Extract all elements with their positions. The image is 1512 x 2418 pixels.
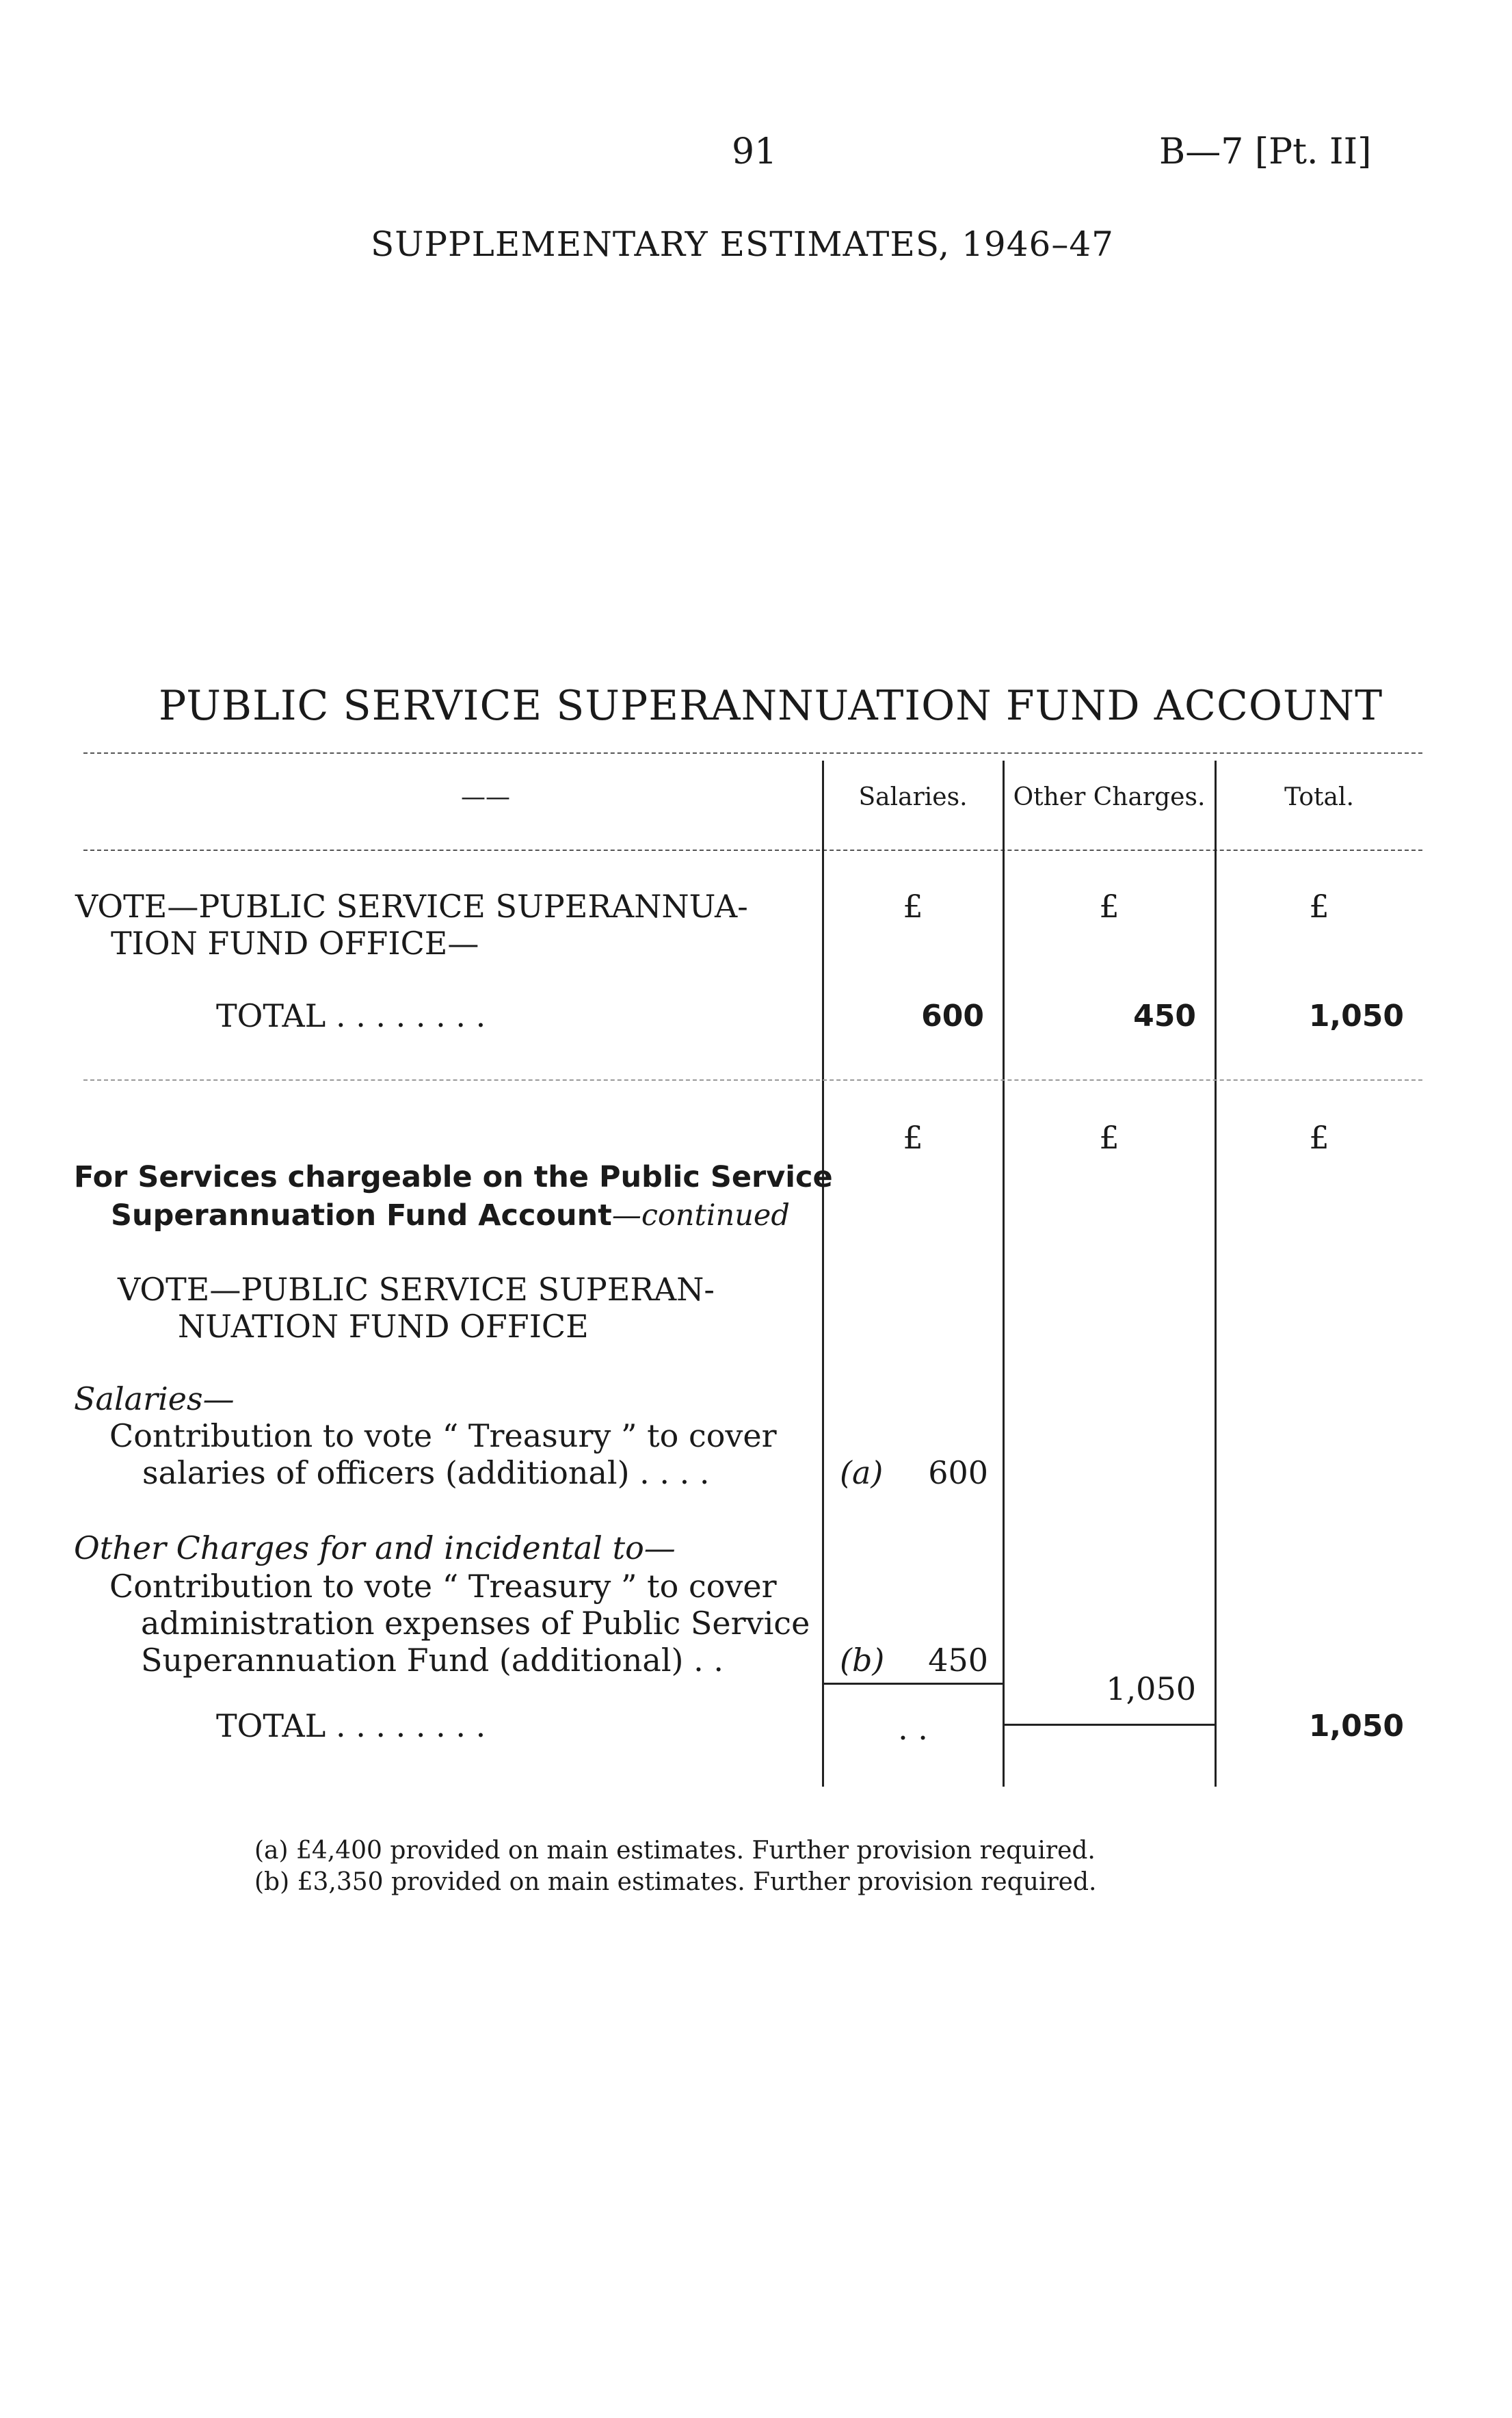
services-heading-bold: Superannuation Fund Account [111, 1198, 612, 1233]
detail-total-label: TOTAL . . . . . . . . [216, 1707, 486, 1744]
summary-vote-line2: TION FUND OFFICE— [111, 925, 479, 962]
other-item-line1: Contribution to vote “ Treasury ” to cover [109, 1568, 777, 1605]
salaries-column-header: Salaries. [858, 783, 968, 811]
header-bottom-rule [83, 850, 1422, 851]
summary-bottom-rule [83, 1079, 1422, 1081]
other-item-line2: administration expenses of Public Service [141, 1605, 810, 1642]
footnote-b: (b) £3,350 provided on main estimates. Further provision required. [254, 1868, 1097, 1896]
other-charges-heading: Other Charges for and incidental to— [74, 1529, 676, 1566]
detail-total-salaries: . . [898, 1710, 928, 1747]
salaries-item-line1: Contribution to vote “ Treasury ” to cover [109, 1417, 777, 1454]
services-heading-line2 [111, 1198, 790, 1233]
summary-salaries-currency: £ [903, 888, 923, 925]
detail-other-currency: £ [1099, 1119, 1119, 1156]
other-item-line3: Superannuation Fund (additional) . . [141, 1642, 724, 1679]
summary-total-value: 1,050 [1308, 999, 1404, 1034]
salaries-note-marker: (a) [840, 1454, 884, 1491]
document-reference: B—7 [Pt. II] [1159, 131, 1372, 172]
salaries-item-line2: salaries of officers (additional) . . . . [142, 1454, 710, 1491]
account-title: PUBLIC SERVICE SUPERANNUATION FUND ACCOUNT [159, 682, 1383, 730]
detail-total-value: 1,050 [1308, 1709, 1404, 1744]
summary-total-label: TOTAL . . . . . . . . [216, 997, 486, 1034]
detail-total-currency: £ [1309, 1119, 1329, 1156]
summary-vote-line1: VOTE—PUBLIC SERVICE SUPERANNUA- [75, 888, 748, 925]
salaries-subtotal-rule [824, 1683, 1003, 1685]
total-column-header: Total. [1284, 783, 1354, 811]
summary-salaries-value: 600 [921, 999, 984, 1034]
detail-vote-line2: NUATION FUND OFFICE [178, 1308, 589, 1345]
services-heading-continued: —continued [611, 1198, 790, 1233]
page-title: SUPPLEMENTARY ESTIMATES, 1946–47 [371, 224, 1114, 264]
other-subtotal: 1,050 [1106, 1670, 1196, 1707]
footnote-a: (a) £4,400 provided on main estimates. Further provision required. [254, 1837, 1096, 1865]
table-top-rule [83, 752, 1422, 754]
services-heading-line1: For Services chargeable on the Public Service [74, 1160, 833, 1194]
salaries-heading: Salaries— [74, 1380, 235, 1417]
detail-salaries-currency: £ [903, 1119, 923, 1156]
other-charges-column-header: Other Charges. [1013, 783, 1206, 811]
blank-column-header: —— [461, 783, 510, 811]
detail-vote-line1: VOTE—PUBLIC SERVICE SUPERAN- [118, 1271, 715, 1308]
summary-other-value: 450 [1133, 999, 1196, 1034]
other-amount: 450 [928, 1642, 988, 1679]
salaries-amount: 600 [928, 1454, 988, 1491]
summary-other-currency: £ [1099, 888, 1119, 925]
other-subtotal-rule [1005, 1724, 1215, 1726]
summary-total-currency: £ [1309, 888, 1329, 925]
page-number: 91 [732, 131, 778, 172]
other-note-marker: (b) [840, 1642, 885, 1679]
